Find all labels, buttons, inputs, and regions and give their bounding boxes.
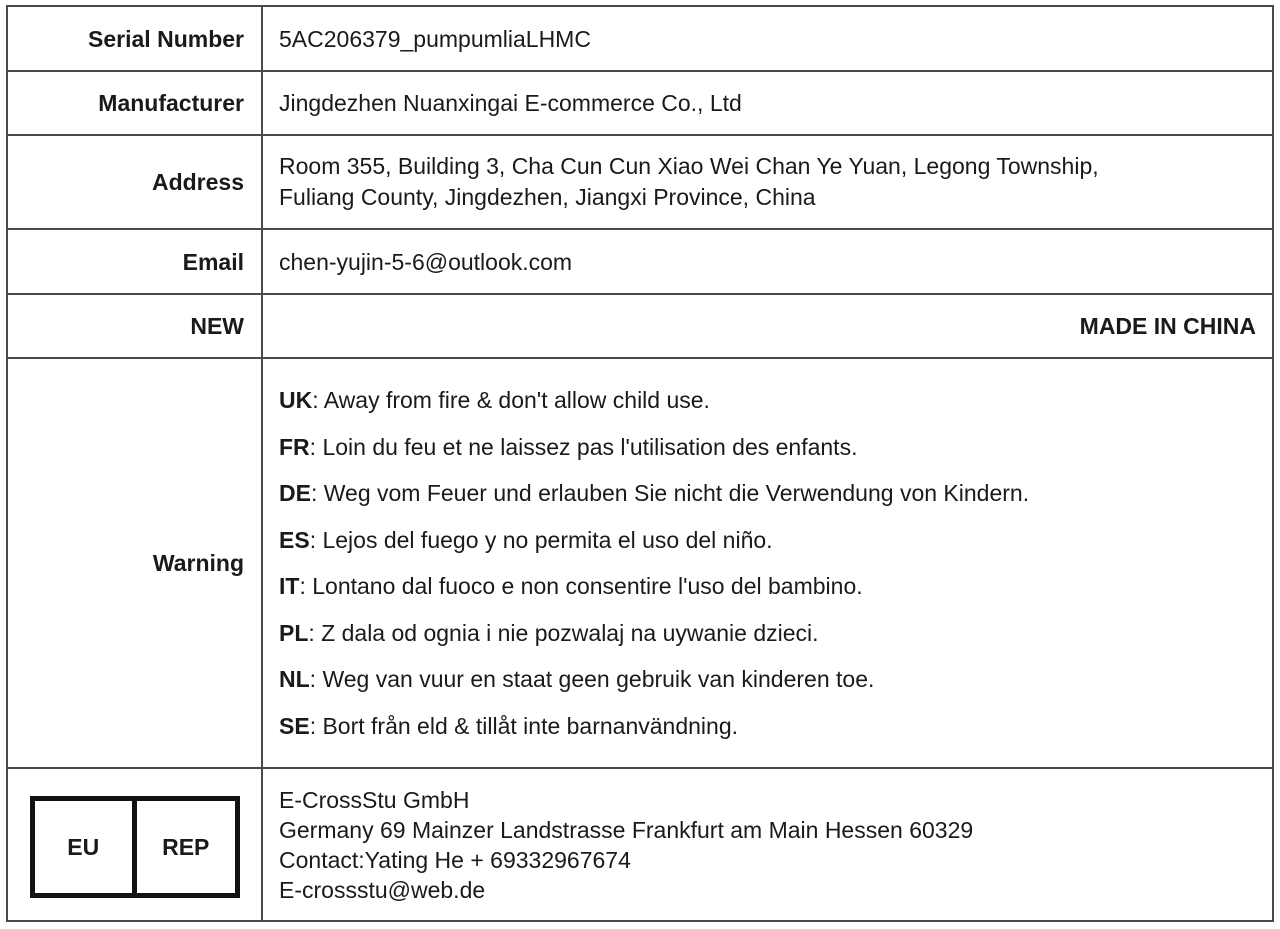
warning-text: : Weg vom Feuer und erlauben Sie nicht die Verwendung von Kindern.: [310, 480, 1030, 506]
address-row: [8, 135, 1272, 229]
warning-row: [8, 358, 1272, 768]
warning-item-se: [279, 703, 1256, 750]
address-line-1: Room 355, Building 3, Cha Cun Cun Xiao Wei Chan Ye Yuan, Legong Township,: [279, 153, 1099, 179]
manufacturer-row: [8, 71, 1272, 135]
product-info-label: [6, 5, 1274, 922]
serial-number-value: 5AC206379_pumpumliaLHMC: [262, 7, 1272, 71]
warning-text: : Lontano dal fuoco e non consentire l'uso del bambino.: [299, 573, 863, 599]
eu-rep-address: Germany 69 Mainzer Landstrasse Frankfurt am Main Hessen 60329: [279, 816, 974, 843]
warning-item-fr: [279, 424, 1256, 471]
manufacturer-value: Jingdezhen Nuanxingai E-commerce Co., Ltd: [262, 71, 1272, 135]
warning-code: FR: [279, 433, 310, 460]
warning-item-uk: [279, 377, 1256, 424]
eu-rep-company: E-CrossStu GmbH: [279, 786, 470, 813]
warning-text: : Z dala od ognia i nie pozwalaj na uywanie dzieci.: [308, 619, 819, 646]
email-row: [8, 229, 1272, 294]
warning-list: [279, 377, 1256, 749]
manufacturer-label: Manufacturer: [8, 71, 262, 135]
product-info-table: [8, 7, 1272, 920]
eu-rep-symbol-cell: [8, 768, 262, 920]
eu-rep-details: [262, 768, 1272, 920]
warning-item-nl: [279, 656, 1256, 703]
warning-item-de: [279, 470, 1256, 517]
new-row: [8, 294, 1272, 358]
eu-rep-symbol: [30, 796, 240, 898]
warning-text: : Weg van vuur en staat geen gebruik van kinderen toe.: [309, 666, 875, 692]
new-label: NEW: [8, 294, 262, 358]
warning-code: DE: [279, 480, 311, 506]
warning-text: : Loin du feu et ne laissez pas l'utilisation des enfants.: [309, 433, 858, 460]
warning-code: PL: [279, 619, 309, 646]
warning-text: : Bort från eld & tillåt inte barnanvändning.: [309, 712, 739, 739]
warning-text: : Lejos del fuego y no permita el uso del niño.: [309, 526, 773, 553]
email-label: Email: [8, 229, 262, 294]
eu-rep-row: [8, 768, 1272, 920]
warning-item-it: [279, 563, 1256, 610]
warning-text: : Away from fire & don't allow child use.: [312, 387, 710, 413]
warning-value: [262, 358, 1272, 768]
warning-item-pl: [279, 610, 1256, 657]
address-value: [262, 135, 1272, 229]
address-line-2: Fuliang County, Jingdezhen, Jiangxi Province, China: [279, 184, 816, 210]
warning-code: UK: [279, 387, 313, 413]
eu-rep-email: E-crossstu@web.de: [279, 876, 486, 903]
made-in-china-text: MADE IN CHINA: [262, 294, 1272, 358]
warning-label: Warning: [8, 358, 262, 768]
eu-box: EU: [67, 833, 100, 860]
serial-number-label: Serial Number: [8, 7, 262, 71]
eu-rep-contact: Contact:Yating He + 69332967674: [279, 846, 631, 873]
warning-code: IT: [279, 573, 300, 599]
email-value: chen-yujin-5-6@outlook.com: [262, 229, 1272, 294]
address-label: Address: [8, 135, 262, 229]
warning-code: SE: [279, 712, 310, 739]
rep-box: REP: [132, 801, 235, 893]
serial-number-row: [8, 7, 1272, 71]
warning-code: NL: [279, 666, 310, 692]
warning-code: ES: [279, 526, 310, 553]
warning-item-es: [279, 517, 1256, 564]
